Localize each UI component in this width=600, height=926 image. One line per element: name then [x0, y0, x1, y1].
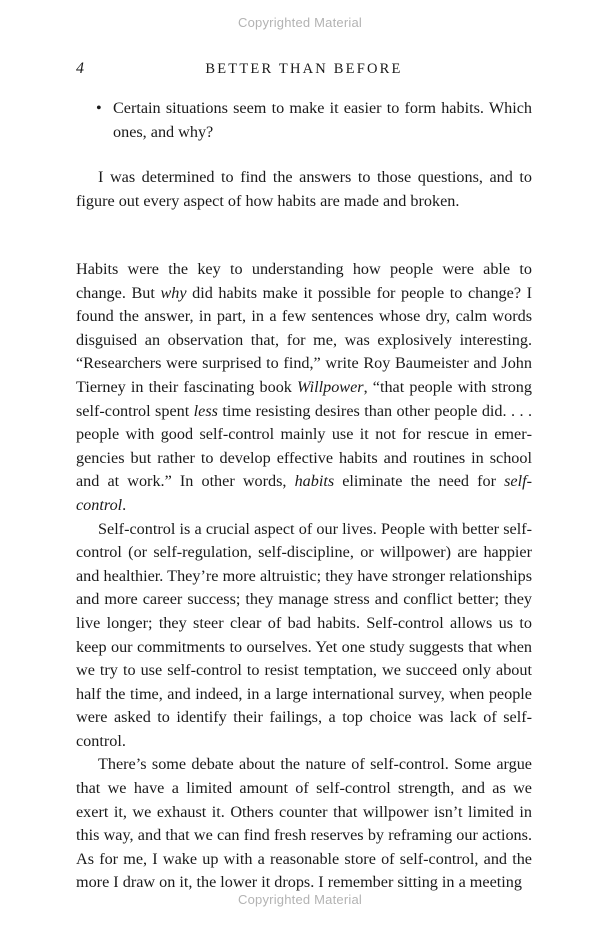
text-run: . — [122, 495, 127, 514]
paragraph-habits-key — [76, 258, 532, 518]
italic-text: self-control — [76, 472, 532, 514]
paragraph-debate: There’s some debate about the nature of self-control. Some argue that we have a limited amount of self-control strength, and as we exert it, we exhaust it. Others counter that willpower isn’t limited in this way, and that we can find fresh reserves by reframing our actions. As for me, I wake up with a reasonable store of self-control, and the more I draw on it, the lower it drops. I remember sitting in a meeting — [76, 755, 532, 892]
text-run: did habits make it possible for people to change? I found the answer, in part, in a few sentences whose dry, calm words disguised an observation that, for me, was explosively interesting. “Researchers were surprised to find,” write Roy Baumeister and John Tierney in their fascinating book — [76, 283, 532, 396]
copyright-watermark-top: Copyrighted Material — [238, 15, 362, 30]
text-run: time resisting desires than other people did. . . . people with good self-control mainly use it not for rescue in emergencies but rather to develop effective habits and routines in school and at work.” In other words, — [76, 401, 532, 491]
paragraph-self-control: Self-control is a crucial aspect of our lives. People with better self-control (or self-regulation, self-discipline, or willpower) are happier and healthier. They’re more altruistic; they have stronger relationships and more career success; they manage stress and conflict better; they live longer; they steer clear of bad habits. Self-control allows us to keep our commitments to ourselves. Yet one study suggests that when we try to use self-control to resist temptation, we succeed only about half the time, and indeed, in a large international survey, when people were asked to identify their failings, a top choice was lack of self-control. — [76, 519, 532, 750]
bullet-item — [76, 97, 532, 144]
italic-text: less — [193, 401, 218, 420]
text-run: Habits were the key to understanding how people were able to change. But — [76, 260, 532, 302]
book-title-italic: Willpower — [297, 377, 364, 396]
bullet-text: Certain situations seem to make it easier to form habits. Which ones, and why? — [113, 99, 532, 141]
intro-paragraph: I was determined to find the answers to those questions, and to figure out every aspect of how habits are made and broken. — [76, 168, 532, 210]
italic-text: why — [160, 283, 187, 302]
page-number: 4 — [76, 60, 84, 77]
bullet-list — [76, 97, 532, 144]
italic-text: habits — [294, 472, 335, 491]
book-title: BETTER THAN BEFORE — [205, 61, 403, 77]
text-run: , “that people with strong self-control spent — [76, 377, 532, 420]
copyright-watermark-bottom: Copyrighted Material — [238, 892, 362, 907]
bullet-dot-icon: • — [96, 99, 102, 117]
body-section — [76, 258, 532, 895]
text-run: eliminate the need for — [334, 472, 505, 491]
intro-section — [76, 166, 532, 213]
running-head — [76, 60, 532, 80]
